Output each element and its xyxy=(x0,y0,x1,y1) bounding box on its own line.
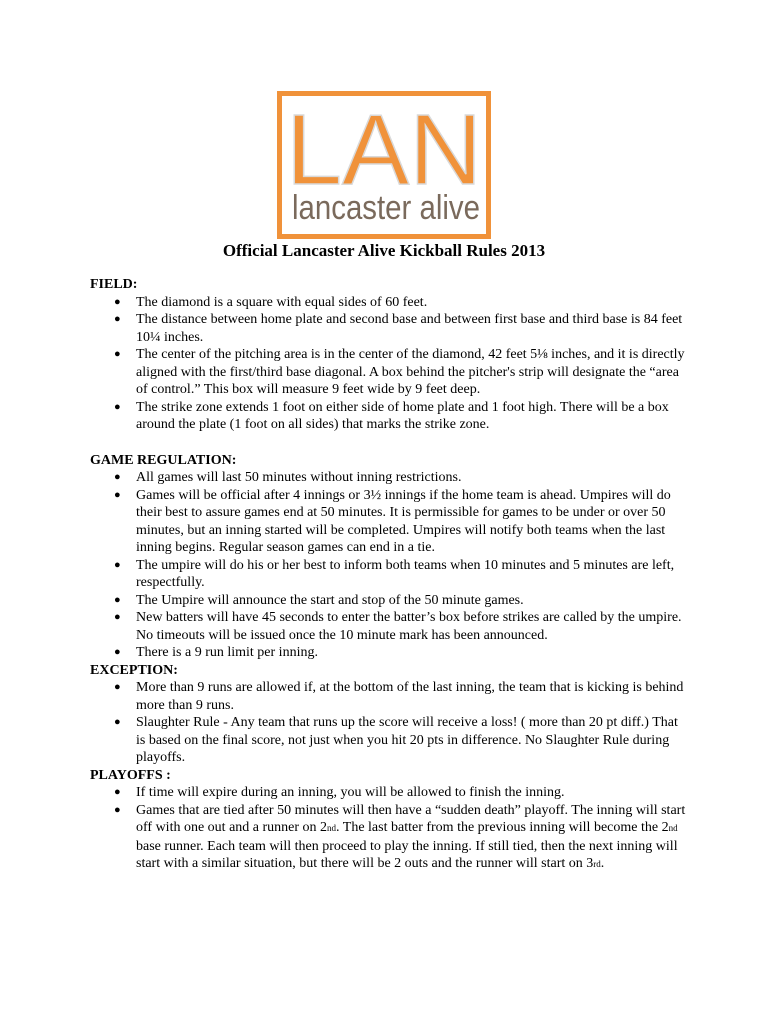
list-item: ● All games will last 50 minutes without inning restrictions. xyxy=(114,470,462,485)
list-item: ● Slaughter Rule - Any team that runs up the score will receive a loss! ( more than 20 pt diff.) That is based on the final score, not just when you hit 20 pts in difference. No Slaughter Rule during playoffs. xyxy=(114,715,678,765)
lancaster-alive-logo xyxy=(277,91,491,239)
list-item: ● There is a 9 run limit per inning. xyxy=(114,645,318,660)
list-item: ● Games will be official after 4 innings or 3½ innings if the home team is ahead. Umpires will do their best to assure games end at 50 minutes. It is permissible for games to be under or over 50 minutes, but an inning started will be completed. Umpires will notify both teams when the last inning begins. Regular season games can end in a tie. xyxy=(114,487,671,555)
logo-small-text: lancaster alive xyxy=(292,189,480,227)
game-regulation-heading: GAME REGULATION: xyxy=(90,452,237,468)
logo-graphic xyxy=(282,96,486,234)
bullet-icon: ● xyxy=(114,348,121,360)
bullet-icon: ● xyxy=(114,786,121,798)
list-item: ● Games that are tied after 50 minutes will then have a “sudden death” playoff. The inning will start off with one out and a runner on 2nd. The last batter from the previous inning will become the 2nd base runner. Each team will then proceed to play the inning. If still tied, then the next inning will start with a similar situation, but there will be 2 outs and the runner will start on 3rd. xyxy=(114,802,686,871)
bullet-icon: ● xyxy=(114,558,121,571)
bullet-icon: ● xyxy=(114,471,121,483)
bullet-icon: ● xyxy=(114,593,121,606)
rules-content xyxy=(90,276,690,874)
exception-list xyxy=(90,679,690,767)
game-regulation-list xyxy=(90,469,690,662)
page-title: Official Lancaster Alive Kickball Rules 2013 xyxy=(222,241,546,260)
playoffs-list xyxy=(90,784,690,874)
field-heading: FIELD: xyxy=(90,277,138,292)
list-item: ● More than 9 runs are allowed if, at the bottom of the last inning, the team that is kicking is behind more than 9 runs. xyxy=(114,680,684,713)
playoffs-heading: PLAYOFFS : xyxy=(90,767,171,783)
list-item: ● The diamond is a square with equal sides of 60 feet. xyxy=(114,294,428,310)
bullet-icon: ● xyxy=(114,716,121,728)
section-gap xyxy=(90,434,690,452)
list-item: ● The distance between home plate and second base and between first base and third base is 84 feet 10¼ inches. xyxy=(114,312,683,345)
bullet-icon: ● xyxy=(114,646,121,658)
list-item: ● The Umpire will announce the start and stop of the 50 minute games. xyxy=(114,592,524,608)
list-item: ● The strike zone extends 1 foot on either side of home plate and 1 foot high. There will be a box around the plate (1 foot on all sides) that marks the strike zone. xyxy=(114,399,669,432)
bullet-icon: ● xyxy=(114,488,121,501)
list-item: ● The center of the pitching area is in the center of the diamond, 42 feet 5⅛ inches, and it is directly aligned with the first/third base diagonal. A box behind the pitcher's strip will designate the “area of control.” This box will measure 9 feet wide by 9 feet deep. xyxy=(114,347,685,397)
bullet-icon: ● xyxy=(114,681,121,693)
list-item: ● New batters will have 45 seconds to enter the batter’s box before strikes are called by the umpire. No timeouts will be issued once the 10 minute mark has been announced. xyxy=(114,610,682,643)
bullet-icon: ● xyxy=(114,400,121,413)
list-item: ● The umpire will do his or her best to inform both teams when 10 minutes and 5 minutes are left, respectfully. xyxy=(114,557,675,590)
bullet-icon: ● xyxy=(114,295,121,308)
exception-heading: EXCEPTION: xyxy=(90,662,178,678)
field-list xyxy=(90,294,690,434)
bullet-icon: ● xyxy=(114,313,121,325)
list-item: ● If time will expire during an inning, you will be allowed to finish the inning. xyxy=(114,785,565,800)
logo-big-text: LAN xyxy=(286,96,482,206)
bullet-icon: ● xyxy=(114,611,121,623)
bullet-icon: ● xyxy=(114,803,121,816)
